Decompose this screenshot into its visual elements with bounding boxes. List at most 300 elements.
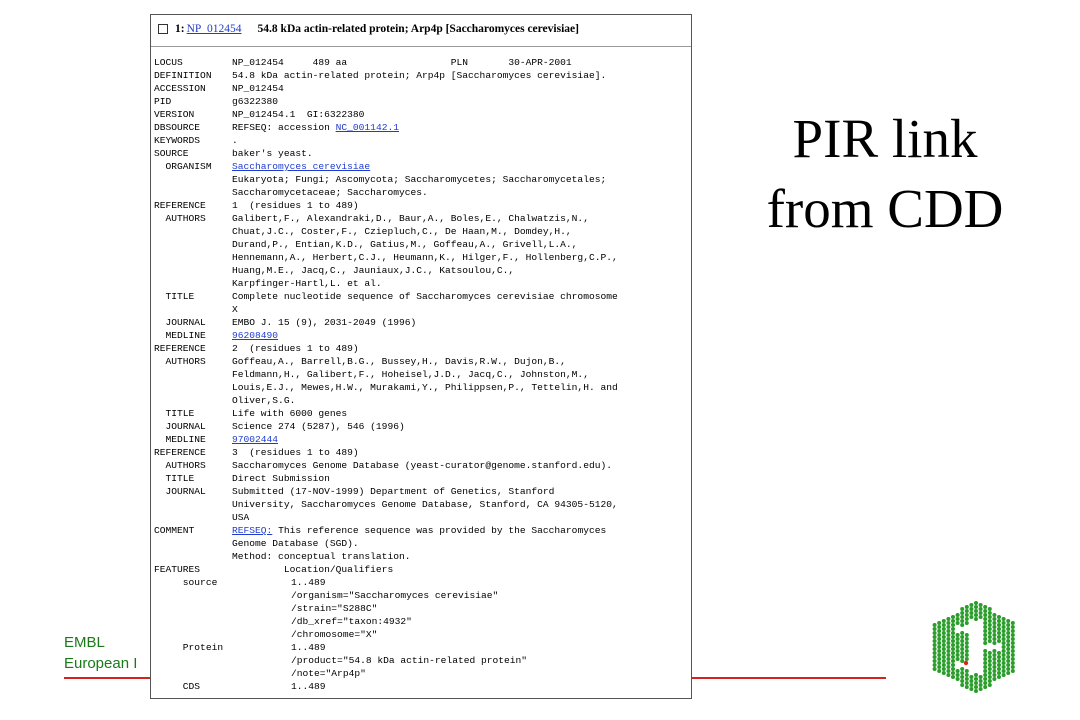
genbank-field-value: 3 (residues 1 to 489): [232, 447, 359, 458]
genbank-line: [154, 407, 618, 420]
genbank-field-value: Huang,M.E., Jacq,C., Jauniaux,J.C., Katsoulou,C.,: [232, 265, 515, 276]
genbank-field-key: JOURNAL: [154, 421, 206, 432]
logo-dot: [951, 619, 955, 623]
genbank-line: [154, 641, 618, 654]
logo-dot: [988, 667, 992, 671]
logo-dot: [983, 609, 987, 613]
logo-dot: [960, 619, 964, 623]
logo-dot: [983, 649, 987, 653]
logo-dot: [933, 631, 937, 635]
logo-dot: [951, 675, 955, 679]
footer-line-2: European I: [64, 655, 138, 672]
genbank-line: [154, 251, 618, 264]
logo-dot: [992, 657, 996, 661]
logo-dot: [937, 625, 941, 629]
logo-dot: [1006, 623, 1010, 627]
genbank-line: [154, 654, 618, 667]
logo-dot: [937, 621, 941, 625]
genbank-line: [154, 56, 618, 69]
genbank-line: [154, 82, 618, 95]
logo-dot: [946, 669, 950, 673]
genbank-line: [154, 225, 618, 238]
logo-dot: [946, 621, 950, 625]
logo-dot: [992, 677, 996, 681]
logo-dot: [988, 607, 992, 611]
logo-dot: [983, 605, 987, 609]
logo-dot: [969, 607, 973, 611]
genbank-field-value: Method: conceptual translation.: [232, 551, 411, 562]
logo-dot: [974, 609, 978, 613]
logo-dot: [933, 655, 937, 659]
logo-dot: [1002, 625, 1006, 629]
genbank-field-key: AUTHORS: [154, 213, 206, 224]
logo-dot: [1011, 669, 1015, 673]
genbank-field-value: Genome Database (SGD).: [232, 538, 359, 549]
logo-dot: [942, 643, 946, 647]
logo-dot: [960, 607, 964, 611]
logo-dot: [1006, 639, 1010, 643]
logo-dot: [956, 637, 960, 641]
genbank-field-value: Oliver,S.G.: [232, 395, 296, 406]
logo-dot: [992, 625, 996, 629]
genbank-field-value: 1..489: [291, 577, 326, 588]
genbank-field-value: /db_xref="taxon:4932": [291, 616, 412, 627]
genbank-line: [154, 381, 618, 394]
genbank-flatfile: [154, 56, 618, 693]
genbank-line: [154, 446, 618, 459]
logo-dot: [983, 629, 987, 633]
genbank-field-value: Goffeau,A., Barrell,B.G., Bussey,H., Davis,R.W., Dujon,B.,: [232, 356, 566, 367]
logo-dot: [933, 635, 937, 639]
logo-dot: [1002, 649, 1006, 653]
logo-dot: [992, 641, 996, 645]
genbank-line: [154, 628, 618, 641]
logo-dot: [988, 683, 992, 687]
logo-dot: [965, 605, 969, 609]
logo-dot: [997, 635, 1001, 639]
logo-dot: [988, 631, 992, 635]
logo-dot: [988, 619, 992, 623]
logo-dot: [937, 641, 941, 645]
genbank-link[interactable]: REFSEQ:: [232, 525, 273, 536]
record-description: 54.8 kDa actin-related protein; Arp4p [Saccharomyces cerevisiae]: [257, 23, 579, 35]
logo-dot: [988, 659, 992, 663]
genbank-field-value: University, Saccharomyces Genome Database, Stanford, CA 94305-5120,: [232, 499, 618, 510]
logo-dot: [983, 653, 987, 657]
genbank-link[interactable]: NC_001142.1: [335, 122, 399, 133]
logo-dot: [1002, 645, 1006, 649]
logo-dot: [1002, 657, 1006, 661]
logo-dot: [1006, 655, 1010, 659]
logo-dot: [997, 667, 1001, 671]
logo-dot: [965, 673, 969, 677]
genbank-line: [154, 615, 618, 628]
logo-dot: [974, 689, 978, 693]
record-select-checkbox[interactable]: [158, 24, 168, 34]
logo-dot: [933, 627, 937, 631]
logo-dot: [965, 677, 969, 681]
genbank-field-value: 54.8 kDa actin-related protein; Arp4p [Saccharomyces cerevisiae].: [232, 70, 607, 81]
logo-dot: [937, 661, 941, 665]
logo-dot: [960, 639, 964, 643]
genbank-field-value: Eukaryota; Fungi; Ascomycota; Saccharomycetes; Saccharomycetales;: [232, 174, 607, 185]
logo-dot: [997, 627, 1001, 631]
genbank-line: [154, 576, 618, 589]
logo-dot: [951, 651, 955, 655]
logo-dot: [951, 663, 955, 667]
genbank-field-key: AUTHORS: [154, 356, 206, 367]
genbank-field-value: Hennemann,A., Herbert,C.J., Heumann,K., Hilger,F., Hollenberg,C.P.,: [232, 252, 618, 263]
logo-dot: [960, 659, 964, 663]
logo-dot: [1006, 663, 1010, 667]
logo-dot: [969, 615, 973, 619]
genbank-field-value: Science 274 (5287), 546 (1996): [232, 421, 405, 432]
genbank-field-key: CDS: [154, 681, 201, 692]
logo-dot: [974, 605, 978, 609]
genbank-field-key: Protein: [154, 642, 224, 653]
slide-title: [740, 104, 1030, 244]
logo-dot: [937, 633, 941, 637]
genbank-field-value: Saccharomycetaceae; Saccharomyces.: [232, 187, 428, 198]
logo-dot: [946, 645, 950, 649]
logo-dot: [1002, 617, 1006, 621]
logo-dot: [946, 633, 950, 637]
logo-dot: [974, 685, 978, 689]
logo-dot: [983, 665, 987, 669]
header-divider: [151, 46, 691, 47]
logo-dot: [933, 663, 937, 667]
logo-dot: [965, 617, 969, 621]
logo-dot: [1002, 661, 1006, 665]
logo-dot: [983, 681, 987, 685]
genbank-line: [154, 355, 618, 368]
logo-dot: [992, 629, 996, 633]
genbank-field-value: /note="Arp4p": [291, 668, 366, 679]
logo-dot: [960, 655, 964, 659]
logo-dot: [965, 685, 969, 689]
genbank-field-value: /product="54.8 kDa actin-related protein": [291, 655, 528, 666]
logo-dot: [988, 655, 992, 659]
logo-dot: [933, 623, 937, 627]
logo-dot: [942, 627, 946, 631]
genbank-field-value: 1..489: [291, 642, 326, 653]
genbank-field-value: NP_012454: [232, 83, 284, 94]
logo-dot: [956, 613, 960, 617]
logo-dot: [942, 635, 946, 639]
genbank-field-value: Submitted (17-NOV-1999) Department of Genetics, Stanford: [232, 486, 555, 497]
genbank-field-key: REFERENCE: [154, 343, 206, 354]
genbank-line: [154, 680, 618, 693]
logo-dot: [988, 627, 992, 631]
logo-dot: [969, 683, 973, 687]
genbank-line: [154, 472, 618, 485]
genbank-field-key: PID: [154, 96, 172, 107]
logo-dot: [997, 655, 1001, 659]
logo-dot: [1002, 653, 1006, 657]
genbank-line: [154, 589, 618, 602]
logo-dot: [974, 673, 978, 677]
logo-dot: [951, 631, 955, 635]
embl-logo-icon: [924, 599, 1028, 695]
logo-dot: [997, 623, 1001, 627]
logo-dot: [997, 639, 1001, 643]
logo-dot: [1011, 653, 1015, 657]
genbank-field-key: REFERENCE: [154, 447, 206, 458]
logo-dot: [956, 633, 960, 637]
logo-dot: [933, 647, 937, 651]
genbank-field-key: AUTHORS: [154, 460, 206, 471]
logo-dot: [1002, 669, 1006, 673]
logo-dot: [983, 657, 987, 661]
genbank-field-key: COMMENT: [154, 525, 195, 536]
footer-line-1: EMBL: [64, 634, 105, 651]
logo-dot: [960, 631, 964, 635]
logo-dot: [997, 663, 1001, 667]
logo-dot: [974, 601, 978, 605]
genbank-line: [154, 563, 618, 576]
logo-dot: [988, 675, 992, 679]
logo-dot: [1006, 635, 1010, 639]
genbank-line: [154, 173, 618, 186]
logo-dot: [992, 617, 996, 621]
logo-dot: [960, 615, 964, 619]
logo-dot: [937, 669, 941, 673]
genbank-field-key: JOURNAL: [154, 486, 206, 497]
genbank-field-value: REFSEQ: accession: [232, 122, 336, 133]
logo-dot: [946, 629, 950, 633]
logo-dot: [946, 641, 950, 645]
logo-dot: [1006, 647, 1010, 651]
logo-dot: [937, 653, 941, 657]
genbank-field-value: g6322380: [232, 96, 279, 107]
logo-dot: [965, 645, 969, 649]
logo-dot: [997, 651, 1001, 655]
logo-dot: [965, 681, 969, 685]
logo-dot: [956, 641, 960, 645]
logo-dot: [942, 639, 946, 643]
logo-dot: [983, 673, 987, 677]
genbank-field-value: Direct Submission: [232, 473, 330, 484]
logo-dot: [951, 647, 955, 651]
logo-dot: [937, 657, 941, 661]
logo-dot: [937, 645, 941, 649]
logo-dot: [956, 657, 960, 661]
logo-dot: [1011, 621, 1015, 625]
genbank-line: [154, 485, 618, 498]
logo-dot: [992, 653, 996, 657]
logo-dot: [960, 651, 964, 655]
genbank-link[interactable]: 96208490: [232, 330, 279, 341]
logo-dot: [937, 665, 941, 669]
genbank-field-key: TITLE: [154, 291, 195, 302]
logo-dot: [942, 671, 946, 675]
logo-dot: [942, 651, 946, 655]
genbank-field-value: .: [232, 135, 238, 146]
logo-dot: [979, 611, 983, 615]
logo-dot: [965, 633, 969, 637]
logo-dot: [997, 619, 1001, 623]
logo-dot: [1002, 633, 1006, 637]
logo-dot: [1002, 665, 1006, 669]
logo-dot: [960, 643, 964, 647]
logo-dot: [960, 635, 964, 639]
genbank-field-key: ORGANISM: [154, 161, 212, 172]
logo-dot: [951, 615, 955, 619]
logo-dot: [1011, 657, 1015, 661]
logo-dot: [997, 671, 1001, 675]
logo-dot: [992, 633, 996, 637]
genbank-line: [154, 342, 618, 355]
genbank-line: [154, 186, 618, 199]
logo-dot: [951, 659, 955, 663]
logo-dot: [1002, 629, 1006, 633]
genbank-field-value: /strain="S288C": [291, 603, 378, 614]
genbank-field-key: DEFINITION: [154, 70, 212, 81]
logo-dot: [951, 667, 955, 671]
genbank-field-key: ACCESSION: [154, 83, 206, 94]
genbank-field-value: NP_012454 489 aa PLN 30-APR-2001: [232, 57, 572, 68]
logo-dot: [983, 641, 987, 645]
genbank-line: [154, 238, 618, 251]
logo-dot: [960, 675, 964, 679]
genbank-field-key: TITLE: [154, 408, 195, 419]
logo-dot: [942, 631, 946, 635]
genbank-line: [154, 329, 618, 342]
genbank-link[interactable]: 97002444: [232, 434, 279, 445]
logo-dot: [946, 649, 950, 653]
logo-dot: [951, 639, 955, 643]
genbank-field-value: Feldmann,H., Galibert,F., Hoheisel,J.D., Jacq,C., Johnston,M.,: [232, 369, 589, 380]
genbank-field-value: 2 (residues 1 to 489): [232, 343, 359, 354]
genbank-line: [154, 160, 618, 173]
logo-dot: [988, 671, 992, 675]
logo-dot: [979, 603, 983, 607]
logo-dot: [1002, 637, 1006, 641]
footer-org-text: [64, 632, 137, 674]
logo-dot: [1006, 671, 1010, 675]
logo-dot: [960, 623, 964, 627]
genbank-line: [154, 134, 618, 147]
logo-dot: [1002, 621, 1006, 625]
logo-dot: [965, 657, 969, 661]
logo-dot: [983, 661, 987, 665]
logo-dot: [960, 647, 964, 651]
logo-dot: [933, 659, 937, 663]
genbank-record-window: [150, 14, 692, 699]
logo-dot: [1006, 651, 1010, 655]
logo-dot: [956, 617, 960, 621]
logo-dot: [1006, 631, 1010, 635]
genbank-line: [154, 498, 618, 511]
logo-dot: [974, 617, 978, 621]
logo-dot: [983, 621, 987, 625]
logo-dot: [956, 673, 960, 677]
logo-dot: [992, 613, 996, 617]
logo-dot: [1006, 643, 1010, 647]
logo-dot: [988, 611, 992, 615]
logo-dot: [1002, 641, 1006, 645]
genbank-line: [154, 264, 618, 277]
genbank-line: [154, 121, 618, 134]
logo-dot: [951, 635, 955, 639]
genbank-line: [154, 420, 618, 433]
logo-dot: [988, 623, 992, 627]
genbank-line: [154, 368, 618, 381]
logo-dot: [992, 673, 996, 677]
logo-dot: [956, 669, 960, 673]
logo-dot: [951, 655, 955, 659]
genbank-field-value: This reference sequence was provided by the Saccharomyces: [272, 525, 607, 536]
logo-dot: [992, 669, 996, 673]
logo-dot: [983, 633, 987, 637]
logo-dot: [983, 669, 987, 673]
genbank-field-key: source: [154, 577, 218, 588]
genbank-field-key: MEDLINE: [154, 434, 206, 445]
logo-dot: [942, 619, 946, 623]
logo-dot: [960, 683, 964, 687]
logo-dot: [992, 637, 996, 641]
logo-dot: [997, 615, 1001, 619]
logo-dot: [992, 649, 996, 653]
logo-dot: [960, 679, 964, 683]
logo-dot: [937, 649, 941, 653]
genbank-field-value: USA: [232, 512, 250, 523]
logo-dot: [933, 639, 937, 643]
genbank-link[interactable]: Saccharomyces cerevisiae: [232, 161, 371, 172]
genbank-line: [154, 303, 618, 316]
logo-dot: [951, 623, 955, 627]
slide-title-line-1: PIR link: [792, 108, 978, 169]
genbank-field-key: MEDLINE: [154, 330, 206, 341]
genbank-line: [154, 524, 618, 537]
logo-dot: [942, 667, 946, 671]
logo-dot: [956, 621, 960, 625]
logo-dot: [983, 637, 987, 641]
record-index: 1: [175, 23, 181, 35]
logo-dot: [1011, 665, 1015, 669]
logo-dot: [974, 681, 978, 685]
genbank-field-value: NP_012454.1 GI:6322380: [232, 109, 365, 120]
logo-dot: [979, 679, 983, 683]
genbank-line: [154, 459, 618, 472]
logo-dot: [942, 663, 946, 667]
logo-dot: [1011, 649, 1015, 653]
record-header: 1 : NP_012454 54.8 kDa actin-related protein; Arp4p [Saccharomyces cerevisiae]: [158, 19, 579, 39]
genbank-field-value: Complete nucleotide sequence of Saccharomyces cerevisiae chromosome: [232, 291, 618, 302]
genbank-field-value: Saccharomyces Genome Database (yeast-curator@genome.stanford.edu).: [232, 460, 612, 471]
logo-dot: [965, 613, 969, 617]
logo-dot: [946, 653, 950, 657]
genbank-field-value: Karpfinger-Hartl,L. et al.: [232, 278, 382, 289]
genbank-field-value: baker's yeast.: [232, 148, 313, 159]
accession-link[interactable]: NP_012454: [186, 23, 242, 35]
genbank-field-value: 1..489: [291, 681, 326, 692]
genbank-field-value: Louis,E.J., Mewes,H.W., Murakami,Y., Philippsen,P., Tettelin,H. and: [232, 382, 618, 393]
genbank-field-key: TITLE: [154, 473, 195, 484]
logo-dot: [946, 657, 950, 661]
genbank-field-value: Durand,P., Entian,K.D., Gatius,M., Goffeau,A., Grivell,L.A.,: [232, 239, 578, 250]
logo-dot: [965, 669, 969, 673]
logo-dot: [979, 675, 983, 679]
logo-dot: [979, 687, 983, 691]
logo-dot: [997, 675, 1001, 679]
logo-dot: [956, 677, 960, 681]
logo-dot: [1011, 633, 1015, 637]
logo-dot: [988, 651, 992, 655]
logo-dot: [937, 629, 941, 633]
logo-dot: [979, 615, 983, 619]
logo-dot: [969, 611, 973, 615]
